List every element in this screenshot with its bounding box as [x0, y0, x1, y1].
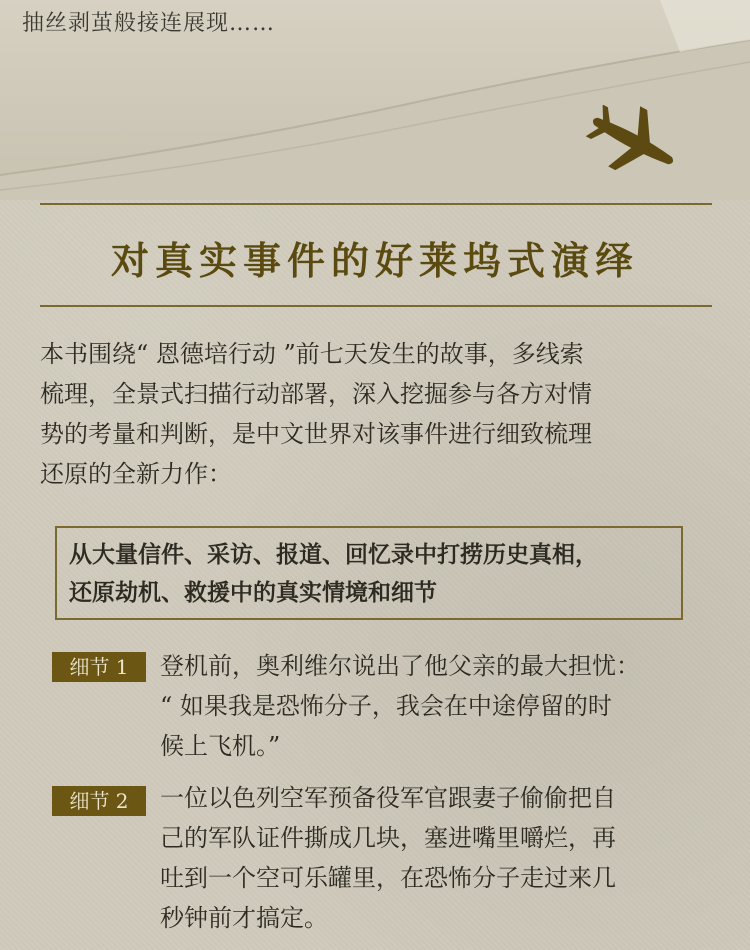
intro-line: 还原的全新力作： [40, 460, 232, 488]
title-top-rule [40, 203, 712, 205]
intro-line: 梳理，全景式扫描行动部署，深入挖掘参与各方对情 [40, 380, 592, 408]
airplane-icon [583, 105, 683, 177]
title-bottom-rule [40, 305, 712, 307]
detail-line: 吐到一个空可乐罐里，在恐怖分子走过来几 [160, 864, 616, 892]
highlight-line: 还原劫机、救援中的真实情境和细节 [69, 579, 437, 606]
detail-1-tag: 细节 1 [52, 652, 146, 682]
detail-line: 己的军队证件撕成几块，塞进嘴里嚼烂，再 [160, 824, 616, 852]
detail-line: “ 如果我是恐怖分子，我会在中途停留的时 [160, 692, 612, 720]
highlight-box [55, 526, 683, 620]
intro-line: 势的考量和判断，是中文世界对该事件进行细致梳理 [40, 420, 592, 448]
header-caption: 抽丝剥茧般接连展现…… [22, 11, 276, 36]
detail-1-text [160, 646, 720, 766]
highlight-line: 从大量信件、采访、报道、回忆录中打捞历史真相， [69, 541, 598, 568]
detail-2-tag: 细节 2 [52, 786, 146, 816]
detail-2-text [160, 778, 720, 938]
intro-paragraph [40, 334, 720, 494]
detail-line: 秒钟前才搞定。 [160, 904, 328, 932]
intro-line: 本书围绕“ 恩德培行动 ”前七天发生的故事，多线索 [40, 340, 584, 368]
section-title: 对真实事件的好莱坞式演绎 [110, 238, 639, 283]
detail-line: 登机前，奥利维尔说出了他父亲的最大担忧： [160, 652, 640, 680]
detail-line: 候上飞机。” [160, 732, 281, 760]
detail-line: 一位以色列空军预备役军官跟妻子偷偷把自 [160, 784, 616, 812]
